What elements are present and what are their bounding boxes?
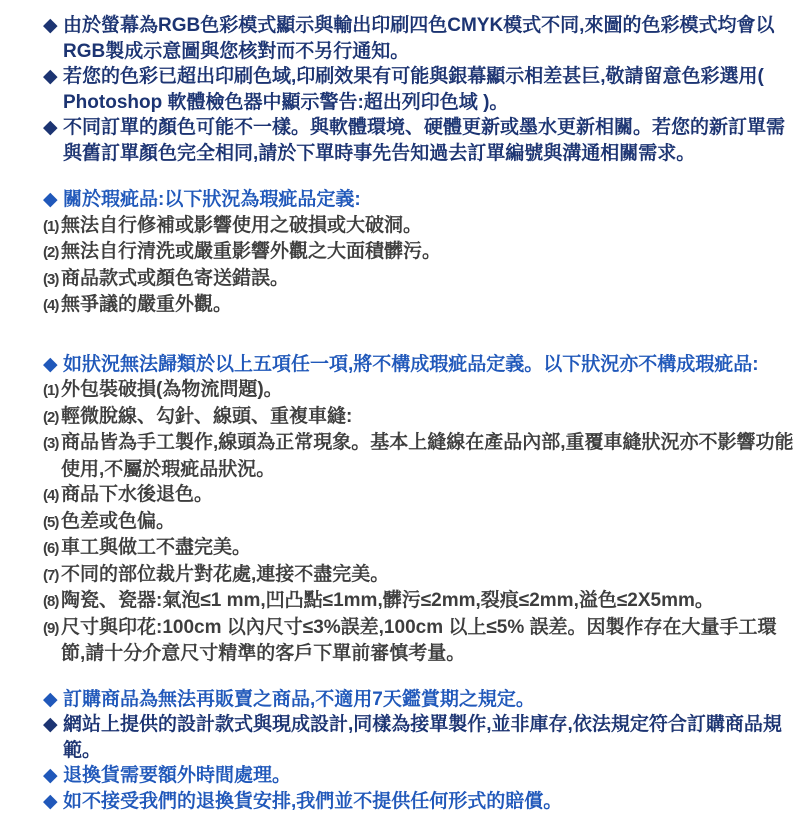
section-order-return-policy [43,687,780,814]
numbered-item [43,239,798,266]
item-text: 輕微脫線、勾針、線頭、重複車縫: [61,406,352,427]
item-number: (5) [43,510,61,536]
item-number: (2) [43,240,61,266]
numbered-item [43,535,798,562]
item-text: 若您的色彩已超出印刷色域,印刷效果有可能與銀幕顯示相差甚巨,敬請留意色彩選用( Photoshop 軟體檢色器中顯示警告:超出列印色域 )。 [63,66,764,113]
numbered-item [43,213,798,240]
bullet-item [43,115,800,166]
item-text: 尺寸與印花:100cm 以內尺寸≤3%誤差,100cm 以上≤5% 誤差。因製作存在大量手工環節,請十分介意尺寸精準的客戶下單前審慎考量。 [61,617,777,665]
numbered-item [43,377,798,404]
item-text: 不同訂單的顏色可能不一樣。與軟體環境、硬體更新或墨水更新相關。若您的新訂單需與舊訂單顏色完全相同,請於下單時事先告知過去訂單編號與溝通相關需求。 [63,117,785,164]
numbered-item [43,562,798,589]
numbered-item [43,292,798,319]
item-number: (6) [43,536,61,562]
section-color-mode-notes [43,13,780,166]
diamond-bullet-icon: ◆ [43,187,63,213]
item-number: (9) [43,616,61,642]
item-text: 無法自行修補或影響使用之破損或大破洞。 [61,215,422,236]
item-text: 無法自行清洗或嚴重影響外觀之大面積髒污。 [61,241,441,262]
item-text: 退換貨需要額外時間處理。 [63,765,291,786]
item-number: (3) [43,267,61,293]
numbered-item [43,588,798,615]
item-number: (7) [43,563,61,589]
item-text: 陶瓷、瓷器:氣泡≤1 mm,凹凸點≤1mm,髒污≤2mm,裂痕≤2mm,溢色≤2X5mm。 [61,590,714,611]
numbered-item [43,266,798,293]
item-text: 由於螢幕為RGB色彩模式顯示與輸出印刷四色CMYK模式不同,來圖的色彩模式均會以RGB製成示意圖與您核對而不另行通知。 [63,15,774,62]
bullet-item [43,763,800,789]
bullet-item [43,687,800,713]
item-text: 車工與做工不盡完美。 [61,537,251,558]
section-defect-definitions [43,187,780,319]
diamond-bullet-icon: ◆ [43,789,63,814]
item-number: (4) [43,293,61,319]
item-text: 色差或色偏。 [61,511,175,532]
bullet-item [43,712,800,763]
item-text: 無爭議的嚴重外觀。 [61,294,232,315]
numbered-item [43,482,798,509]
item-number: (2) [43,405,61,431]
numbered-item [43,404,798,431]
diamond-bullet-icon: ◆ [43,712,63,738]
bullet-item [43,187,800,213]
item-number: (4) [43,483,61,509]
item-text: 商品皆為手工製作,線頭為正常現象。基本上縫線在產品內部,重覆車縫狀況亦不影響功能使用,不屬於瑕疵品狀況。 [61,432,794,480]
numbered-item [43,430,798,482]
item-text: 關於瑕疵品:以下狀況為瑕疵品定義: [63,189,361,210]
bullet-item [43,64,800,115]
item-number: (8) [43,589,61,615]
item-text: 不同的部位裁片對花處,連接不盡完美。 [61,564,389,585]
item-number: (1) [43,214,61,240]
diamond-bullet-icon: ◆ [43,64,63,90]
section-non-defect-conditions [43,352,780,667]
bullet-item [43,789,800,814]
item-text: 商品款式或顏色寄送錯誤。 [61,268,289,289]
diamond-bullet-icon: ◆ [43,13,63,39]
item-text: 如狀況無法歸類於以上五項任一項,將不構成瑕疵品定義。以下狀況亦不構成瑕疵品: [63,354,759,375]
item-text: 訂購商品為無法再販賣之商品,不適用7天鑑賞期之規定。 [63,689,535,710]
item-text: 商品下水後退色。 [61,484,213,505]
item-number: (3) [43,431,61,457]
bullet-item [43,13,800,64]
item-number: (1) [43,378,61,404]
item-text: 外包裝破損(為物流問題)。 [61,379,283,400]
numbered-item [43,615,798,667]
diamond-bullet-icon: ◆ [43,763,63,789]
item-text: 如不接受我們的退換貨安排,我們並不提供任何形式的賠償。 [63,791,562,812]
diamond-bullet-icon: ◆ [43,115,63,141]
item-text: 網站上提供的設計款式與現成設計,同樣為接單製作,並非庫存,依法規定符合訂購商品規範。 [63,714,782,761]
numbered-item [43,509,798,536]
diamond-bullet-icon: ◆ [43,352,63,378]
bullet-item [43,352,800,378]
diamond-bullet-icon: ◆ [43,687,63,713]
